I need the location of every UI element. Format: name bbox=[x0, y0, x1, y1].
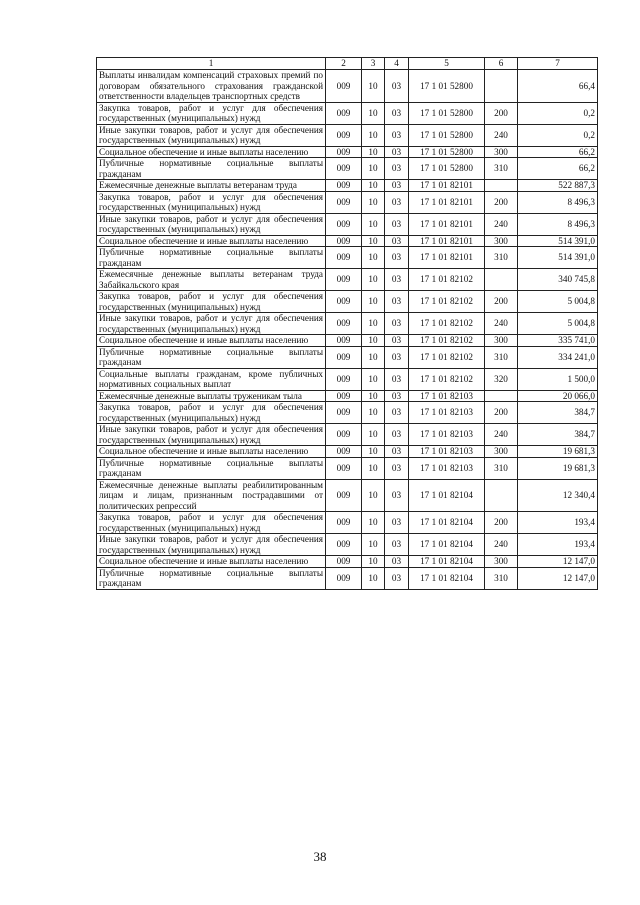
row-name: Публичные нормативные социальные выплаты гражданам bbox=[97, 346, 326, 368]
row-name: Ежемесячные денежные выплаты труженикам тыла bbox=[97, 390, 326, 402]
row-expense-type-code: 200 bbox=[485, 512, 518, 534]
row-name: Закупка товаров, работ и услуг для обеспечения государственных (муниципальных) нужд bbox=[97, 102, 326, 124]
row-name: Иные закупки товаров, работ и услуг для обеспечения государственных (муниципальных) нужд bbox=[97, 534, 326, 556]
row-amount: 514 391,0 bbox=[518, 235, 598, 247]
row-target-article-code: 17 1 01 82101 bbox=[409, 213, 485, 235]
row-subsection-code: 03 bbox=[385, 247, 409, 269]
row-name: Иные закупки товаров, работ и услуг для обеспечения государственных (муниципальных) нужд bbox=[97, 424, 326, 446]
row-grbs-code: 009 bbox=[326, 269, 362, 291]
row-grbs-code: 009 bbox=[326, 180, 362, 192]
row-amount: 20 066,0 bbox=[518, 390, 598, 402]
row-subsection-code: 03 bbox=[385, 124, 409, 146]
row-target-article-code: 17 1 01 82103 bbox=[409, 390, 485, 402]
row-grbs-code: 009 bbox=[326, 313, 362, 335]
row-grbs-code: 009 bbox=[326, 556, 362, 568]
row-subsection-code: 03 bbox=[385, 479, 409, 512]
row-grbs-code: 009 bbox=[326, 346, 362, 368]
row-target-article-code: 17 1 01 82104 bbox=[409, 556, 485, 568]
row-target-article-code: 17 1 01 82102 bbox=[409, 291, 485, 313]
table-row bbox=[97, 457, 598, 479]
table-row bbox=[97, 70, 598, 103]
row-grbs-code: 009 bbox=[326, 567, 362, 589]
header-col-2: 2 bbox=[326, 58, 362, 70]
row-grbs-code: 009 bbox=[326, 335, 362, 347]
row-subsection-code: 03 bbox=[385, 457, 409, 479]
row-expense-type-code: 240 bbox=[485, 424, 518, 446]
table-header bbox=[97, 58, 598, 70]
row-name: Ежемесячные денежные выплаты ветеранам труда Забайкальского края bbox=[97, 269, 326, 291]
row-section-code: 10 bbox=[362, 180, 385, 192]
row-grbs-code: 009 bbox=[326, 424, 362, 446]
row-subsection-code: 03 bbox=[385, 534, 409, 556]
row-section-code: 10 bbox=[362, 556, 385, 568]
row-expense-type-code bbox=[485, 479, 518, 512]
row-target-article-code: 17 1 01 82101 bbox=[409, 180, 485, 192]
row-target-article-code: 17 1 01 82102 bbox=[409, 346, 485, 368]
row-expense-type-code: 240 bbox=[485, 313, 518, 335]
row-amount: 514 391,0 bbox=[518, 247, 598, 269]
row-expense-type-code: 310 bbox=[485, 346, 518, 368]
row-amount: 12 147,0 bbox=[518, 567, 598, 589]
table-row bbox=[97, 479, 598, 512]
row-name: Ежемесячные денежные выплаты ветеранам труда bbox=[97, 180, 326, 192]
row-grbs-code: 009 bbox=[326, 124, 362, 146]
row-expense-type-code: 200 bbox=[485, 291, 518, 313]
row-section-code: 10 bbox=[362, 213, 385, 235]
row-grbs-code: 009 bbox=[326, 291, 362, 313]
table-row bbox=[97, 368, 598, 390]
table-row bbox=[97, 146, 598, 158]
row-amount: 0,2 bbox=[518, 102, 598, 124]
row-section-code: 10 bbox=[362, 235, 385, 247]
row-expense-type-code bbox=[485, 269, 518, 291]
row-amount: 340 745,8 bbox=[518, 269, 598, 291]
row-expense-type-code bbox=[485, 70, 518, 103]
row-section-code: 10 bbox=[362, 402, 385, 424]
row-amount: 66,4 bbox=[518, 70, 598, 103]
row-amount: 19 681,3 bbox=[518, 446, 598, 458]
header-col-4: 4 bbox=[385, 58, 409, 70]
table-row bbox=[97, 512, 598, 534]
row-expense-type-code: 310 bbox=[485, 247, 518, 269]
row-amount: 66,2 bbox=[518, 158, 598, 180]
row-name: Иные закупки товаров, работ и услуг для обеспечения государственных (муниципальных) нужд bbox=[97, 313, 326, 335]
row-name: Публичные нормативные социальные выплаты гражданам bbox=[97, 457, 326, 479]
row-section-code: 10 bbox=[362, 146, 385, 158]
row-section-code: 10 bbox=[362, 102, 385, 124]
row-target-article-code: 17 1 01 52800 bbox=[409, 124, 485, 146]
header-col-7: 7 bbox=[518, 58, 598, 70]
table-row bbox=[97, 313, 598, 335]
table-row bbox=[97, 335, 598, 347]
row-section-code: 10 bbox=[362, 158, 385, 180]
row-section-code: 10 bbox=[362, 70, 385, 103]
row-name: Закупка товаров, работ и услуг для обеспечения государственных (муниципальных) нужд bbox=[97, 291, 326, 313]
row-subsection-code: 03 bbox=[385, 512, 409, 534]
row-name: Социальное обеспечение и иные выплаты населению bbox=[97, 556, 326, 568]
row-expense-type-code: 200 bbox=[485, 402, 518, 424]
row-amount: 12 147,0 bbox=[518, 556, 598, 568]
row-grbs-code: 009 bbox=[326, 235, 362, 247]
row-target-article-code: 17 1 01 82102 bbox=[409, 313, 485, 335]
table-row bbox=[97, 291, 598, 313]
row-grbs-code: 009 bbox=[326, 390, 362, 402]
row-target-article-code: 17 1 01 52800 bbox=[409, 102, 485, 124]
row-grbs-code: 009 bbox=[326, 512, 362, 534]
row-target-article-code: 17 1 01 82104 bbox=[409, 534, 485, 556]
row-target-article-code: 17 1 01 82103 bbox=[409, 446, 485, 458]
row-section-code: 10 bbox=[362, 534, 385, 556]
row-subsection-code: 03 bbox=[385, 335, 409, 347]
row-section-code: 10 bbox=[362, 291, 385, 313]
row-amount: 335 741,0 bbox=[518, 335, 598, 347]
table-row bbox=[97, 235, 598, 247]
row-grbs-code: 009 bbox=[326, 213, 362, 235]
row-section-code: 10 bbox=[362, 424, 385, 446]
row-expense-type-code bbox=[485, 390, 518, 402]
row-amount: 8 496,3 bbox=[518, 213, 598, 235]
row-amount: 5 004,8 bbox=[518, 291, 598, 313]
row-name: Закупка товаров, работ и услуг для обеспечения государственных (муниципальных) нужд bbox=[97, 402, 326, 424]
table-row bbox=[97, 424, 598, 446]
row-subsection-code: 03 bbox=[385, 402, 409, 424]
row-section-code: 10 bbox=[362, 124, 385, 146]
row-name: Иные закупки товаров, работ и услуг для обеспечения государственных (муниципальных) нужд bbox=[97, 213, 326, 235]
row-amount: 384,7 bbox=[518, 402, 598, 424]
row-subsection-code: 03 bbox=[385, 446, 409, 458]
row-subsection-code: 03 bbox=[385, 424, 409, 446]
row-target-article-code: 17 1 01 82101 bbox=[409, 191, 485, 213]
table-row bbox=[97, 567, 598, 589]
row-amount: 1 500,0 bbox=[518, 368, 598, 390]
row-target-article-code: 17 1 01 82102 bbox=[409, 269, 485, 291]
budget-table bbox=[96, 57, 598, 590]
row-expense-type-code: 310 bbox=[485, 567, 518, 589]
row-target-article-code: 17 1 01 82102 bbox=[409, 368, 485, 390]
table-row bbox=[97, 269, 598, 291]
row-section-code: 10 bbox=[362, 247, 385, 269]
row-target-article-code: 17 1 01 82104 bbox=[409, 512, 485, 534]
row-section-code: 10 bbox=[362, 512, 385, 534]
row-expense-type-code bbox=[485, 180, 518, 192]
row-amount: 8 496,3 bbox=[518, 191, 598, 213]
row-name: Публичные нормативные социальные выплаты гражданам bbox=[97, 158, 326, 180]
row-grbs-code: 009 bbox=[326, 479, 362, 512]
row-target-article-code: 17 1 01 52800 bbox=[409, 158, 485, 180]
row-grbs-code: 009 bbox=[326, 191, 362, 213]
row-name: Ежемесячные денежные выплаты реабилитированным лицам и лицам, признанным пострадавшими от политических репрессий bbox=[97, 479, 326, 512]
row-grbs-code: 009 bbox=[326, 402, 362, 424]
row-target-article-code: 17 1 01 82102 bbox=[409, 335, 485, 347]
row-section-code: 10 bbox=[362, 457, 385, 479]
row-section-code: 10 bbox=[362, 390, 385, 402]
row-grbs-code: 009 bbox=[326, 158, 362, 180]
row-amount: 334 241,0 bbox=[518, 346, 598, 368]
row-section-code: 10 bbox=[362, 335, 385, 347]
row-target-article-code: 17 1 01 82103 bbox=[409, 457, 485, 479]
row-subsection-code: 03 bbox=[385, 191, 409, 213]
row-amount: 19 681,3 bbox=[518, 457, 598, 479]
header-col-1: 1 bbox=[97, 58, 326, 70]
table-row bbox=[97, 390, 598, 402]
row-name: Закупка товаров, работ и услуг для обеспечения государственных (муниципальных) нужд bbox=[97, 512, 326, 534]
row-expense-type-code: 200 bbox=[485, 102, 518, 124]
row-expense-type-code: 240 bbox=[485, 213, 518, 235]
header-col-6: 6 bbox=[485, 58, 518, 70]
row-target-article-code: 17 1 01 52800 bbox=[409, 146, 485, 158]
table-body bbox=[97, 70, 598, 590]
row-subsection-code: 03 bbox=[385, 313, 409, 335]
page-number: 38 bbox=[313, 849, 327, 864]
row-amount: 193,4 bbox=[518, 534, 598, 556]
row-amount: 193,4 bbox=[518, 512, 598, 534]
row-section-code: 10 bbox=[362, 368, 385, 390]
row-subsection-code: 03 bbox=[385, 291, 409, 313]
row-section-code: 10 bbox=[362, 346, 385, 368]
row-subsection-code: 03 bbox=[385, 368, 409, 390]
row-subsection-code: 03 bbox=[385, 213, 409, 235]
row-grbs-code: 009 bbox=[326, 247, 362, 269]
row-target-article-code: 17 1 01 82101 bbox=[409, 247, 485, 269]
row-grbs-code: 009 bbox=[326, 368, 362, 390]
table-row bbox=[97, 213, 598, 235]
row-section-code: 10 bbox=[362, 313, 385, 335]
row-grbs-code: 009 bbox=[326, 102, 362, 124]
table-row bbox=[97, 346, 598, 368]
row-grbs-code: 009 bbox=[326, 534, 362, 556]
table-row bbox=[97, 191, 598, 213]
row-grbs-code: 009 bbox=[326, 146, 362, 158]
header-col-3: 3 bbox=[362, 58, 385, 70]
row-subsection-code: 03 bbox=[385, 269, 409, 291]
table-row bbox=[97, 534, 598, 556]
row-grbs-code: 009 bbox=[326, 70, 362, 103]
row-subsection-code: 03 bbox=[385, 146, 409, 158]
row-subsection-code: 03 bbox=[385, 567, 409, 589]
row-amount: 0,2 bbox=[518, 124, 598, 146]
row-section-code: 10 bbox=[362, 567, 385, 589]
row-subsection-code: 03 bbox=[385, 556, 409, 568]
row-subsection-code: 03 bbox=[385, 390, 409, 402]
row-target-article-code: 17 1 01 82104 bbox=[409, 567, 485, 589]
table-row bbox=[97, 247, 598, 269]
table-row bbox=[97, 102, 598, 124]
table-row bbox=[97, 446, 598, 458]
row-amount: 522 887,3 bbox=[518, 180, 598, 192]
row-name: Выплаты инвалидам компенсаций страховых премий по договорам обязательного страхования гражданской ответственности владельцев транспортных средств bbox=[97, 70, 326, 103]
row-grbs-code: 009 bbox=[326, 446, 362, 458]
row-amount: 5 004,8 bbox=[518, 313, 598, 335]
row-section-code: 10 bbox=[362, 191, 385, 213]
row-name: Иные закупки товаров, работ и услуг для обеспечения государственных (муниципальных) нужд bbox=[97, 124, 326, 146]
row-name: Социальное обеспечение и иные выплаты населению bbox=[97, 235, 326, 247]
table-row bbox=[97, 556, 598, 568]
row-expense-type-code: 240 bbox=[485, 124, 518, 146]
row-grbs-code: 009 bbox=[326, 457, 362, 479]
row-expense-type-code: 310 bbox=[485, 457, 518, 479]
row-target-article-code: 17 1 01 82101 bbox=[409, 235, 485, 247]
row-name: Публичные нормативные социальные выплаты гражданам bbox=[97, 247, 326, 269]
row-section-code: 10 bbox=[362, 446, 385, 458]
row-section-code: 10 bbox=[362, 479, 385, 512]
row-subsection-code: 03 bbox=[385, 235, 409, 247]
row-target-article-code: 17 1 01 82103 bbox=[409, 402, 485, 424]
row-target-article-code: 17 1 01 82104 bbox=[409, 479, 485, 512]
row-name: Публичные нормативные социальные выплаты гражданам bbox=[97, 567, 326, 589]
row-amount: 66,2 bbox=[518, 146, 598, 158]
row-amount: 384,7 bbox=[518, 424, 598, 446]
row-name: Социальное обеспечение и иные выплаты населению bbox=[97, 446, 326, 458]
row-subsection-code: 03 bbox=[385, 102, 409, 124]
row-expense-type-code: 240 bbox=[485, 534, 518, 556]
row-subsection-code: 03 bbox=[385, 180, 409, 192]
row-subsection-code: 03 bbox=[385, 70, 409, 103]
row-expense-type-code: 300 bbox=[485, 335, 518, 347]
row-subsection-code: 03 bbox=[385, 346, 409, 368]
row-amount: 12 340,4 bbox=[518, 479, 598, 512]
row-name: Социальное обеспечение и иные выплаты населению bbox=[97, 146, 326, 158]
row-section-code: 10 bbox=[362, 269, 385, 291]
row-expense-type-code: 300 bbox=[485, 235, 518, 247]
header-row bbox=[97, 58, 598, 70]
table-row bbox=[97, 402, 598, 424]
table-row bbox=[97, 180, 598, 192]
row-name: Социальные выплаты гражданам, кроме публичных нормативных социальных выплат bbox=[97, 368, 326, 390]
row-expense-type-code: 310 bbox=[485, 158, 518, 180]
table-row bbox=[97, 124, 598, 146]
row-expense-type-code: 320 bbox=[485, 368, 518, 390]
row-expense-type-code: 300 bbox=[485, 146, 518, 158]
row-name: Социальное обеспечение и иные выплаты населению bbox=[97, 335, 326, 347]
header-col-5: 5 bbox=[409, 58, 485, 70]
table-row bbox=[97, 158, 598, 180]
row-name: Закупка товаров, работ и услуг для обеспечения государственных (муниципальных) нужд bbox=[97, 191, 326, 213]
row-expense-type-code: 200 bbox=[485, 191, 518, 213]
row-expense-type-code: 300 bbox=[485, 556, 518, 568]
row-expense-type-code: 300 bbox=[485, 446, 518, 458]
row-subsection-code: 03 bbox=[385, 158, 409, 180]
row-target-article-code: 17 1 01 82103 bbox=[409, 424, 485, 446]
row-target-article-code: 17 1 01 52800 bbox=[409, 70, 485, 103]
